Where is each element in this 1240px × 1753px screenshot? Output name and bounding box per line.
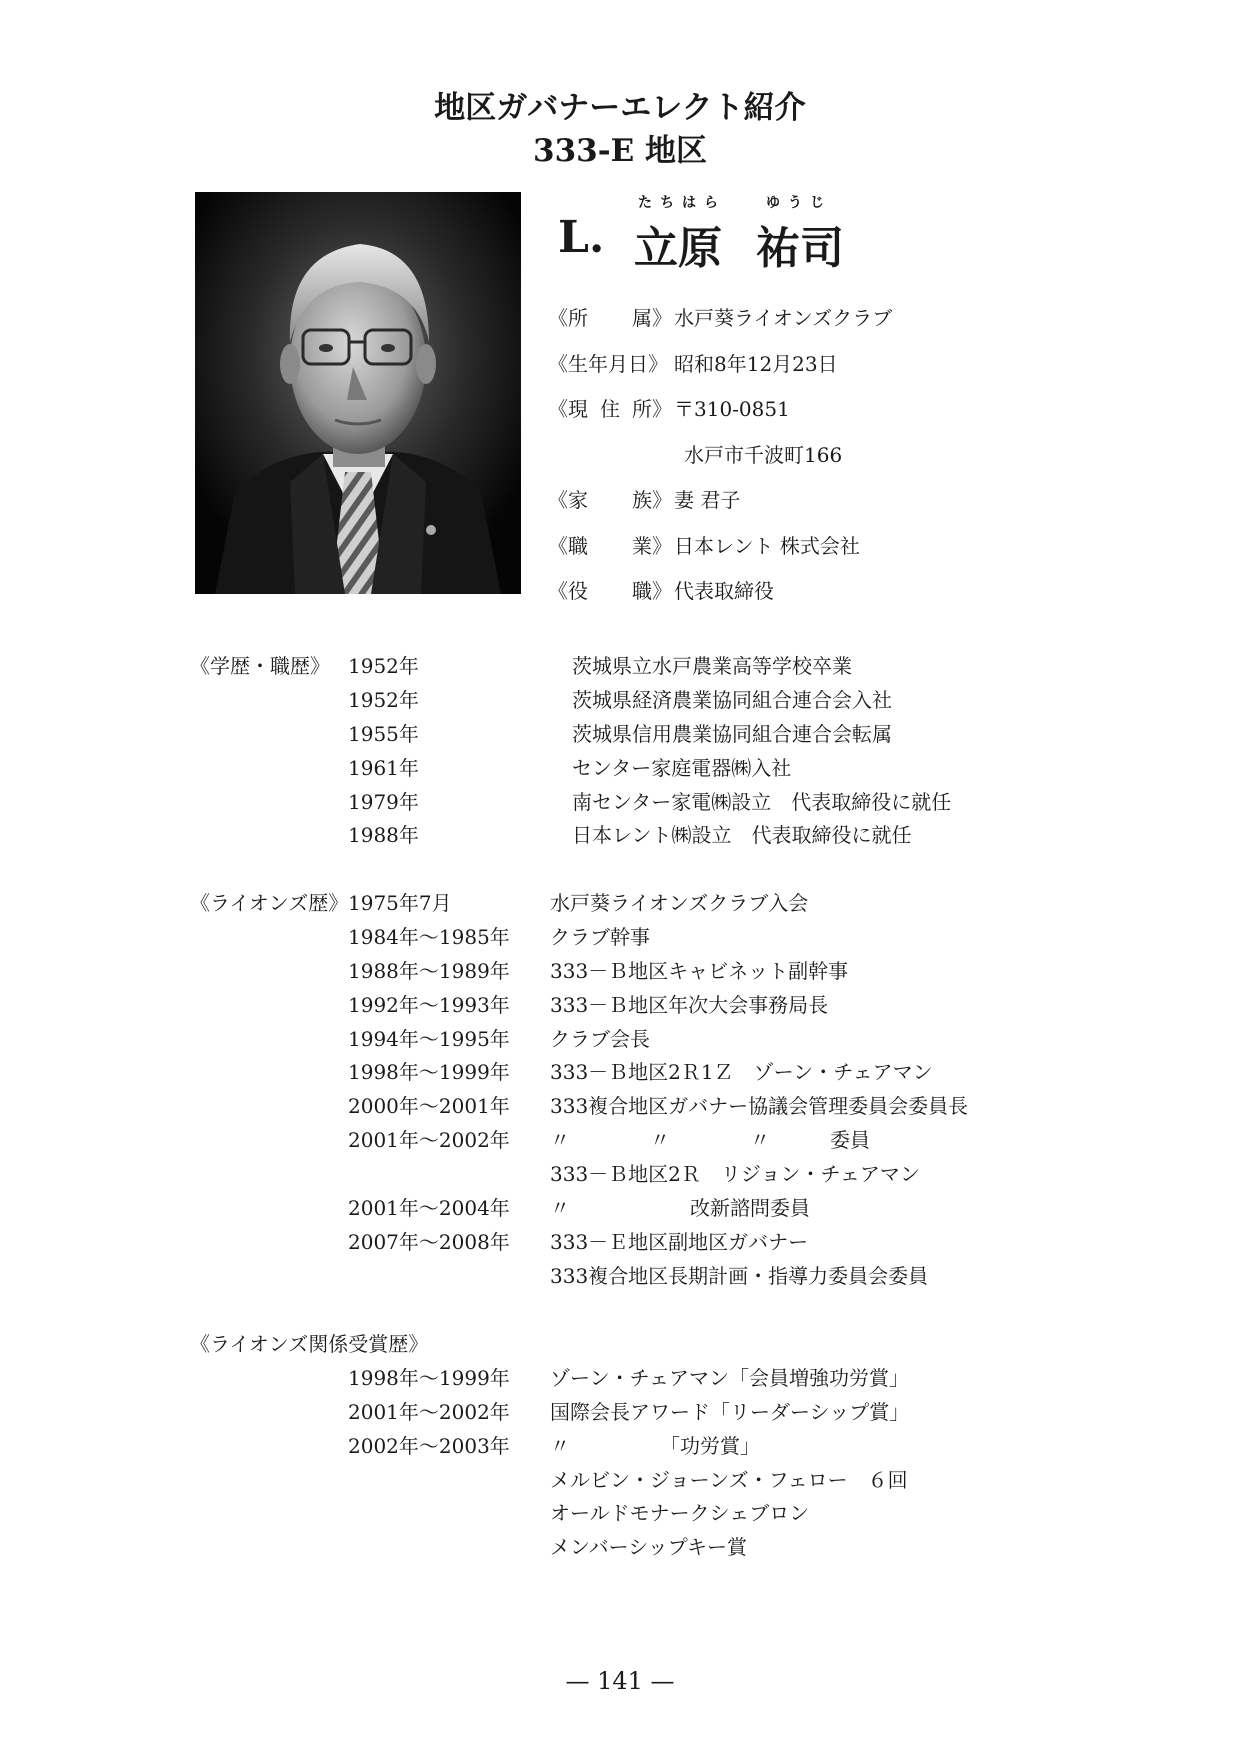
history-description: メルビン・ジョーンズ・フェロー ６回 [550,1467,908,1492]
profile-label-part: 《家 [548,488,588,512]
history-year: 1975年7月 [348,891,452,915]
profile-label [548,484,672,513]
history-description: 333－Ｂ地区2Ｒ1Ｚ ゾーン・チェアマン [550,1060,933,1085]
profile-row [548,393,892,439]
history-year: 2002年～2003年 [348,1433,510,1458]
history-description: 日本レント㈱設立 代表取締役に就任 [572,823,912,848]
history-description: 茨城県信用農業協同組合連合会転属 [572,721,892,746]
history-description: オールドモナークシェブロン [550,1501,810,1526]
profile-label-part: 《役 [548,579,588,603]
history-description: 〃 改新諮問委員 [550,1196,810,1221]
history-description: センター家庭電器㈱入社 [572,755,792,780]
history-year: 2001年～2002年 [348,1399,510,1424]
history-description: 〃 「功労賞」 [550,1433,760,1458]
profile-label [548,302,672,331]
profile-info [548,302,892,621]
profile-row [548,302,892,348]
profile-row [548,348,892,394]
history-year: 2001年～2002年 [348,1128,510,1153]
history-description: 茨城県経済農業協同組合連合会入社 [572,687,892,712]
name-prefix: L. [558,212,605,263]
history-year: 1955年 [348,721,419,746]
history-year: 2007年～2008年 [348,1229,510,1254]
history-description: 333－Ｅ地区副地区ガバナー [550,1229,809,1254]
history-description: クラブ幹事 [550,924,650,949]
history-year: 1988年 [348,823,419,848]
history-description: 333－Ｂ地区年次大会事務局長 [550,992,829,1017]
profile-label-part: 《所 [548,306,588,330]
portrait-photo [195,192,521,594]
history-year: 1988年～1989年 [348,958,510,983]
section-label: 《ライオンズ関係受賞歴》 [190,1332,429,1356]
profile-value: 代表取締役 [674,579,774,603]
profile-row [548,575,892,621]
history-year: 1992年～1993年 [348,992,510,1017]
history-description: 水戸葵ライオンズクラブ入会 [550,891,809,915]
history-description: 333－Ｂ地区2Ｒ リジョン・チェアマン [550,1162,920,1187]
page-title: 地区ガバナーエレクト紹介 [434,90,806,126]
profile-label-part: 《現 [548,397,588,421]
history-description: 茨城県立水戸農業高等学校卒業 [572,654,852,678]
history-description: クラブ会長 [550,1026,650,1051]
profile-label [548,348,672,377]
section-label: 《ライオンズ歴》 [190,891,349,915]
history-description: 国際会長アワード「リーダーシップ賞」 [550,1399,910,1424]
profile-value: 〒310-0851 [674,397,790,421]
profile-label [548,393,672,422]
history-description: 南センター家電㈱設立 代表取締役に就任 [572,789,952,814]
profile-label-part: 《生年月日》 [548,351,668,376]
history-year: 1998年～1999年 [348,1365,510,1390]
history-year: 1994年～1995年 [348,1026,510,1051]
history-description: 333複合地区ガバナー協議会管理委員会委員長 [550,1094,969,1119]
profile-value: 日本レント 株式会社 [674,533,860,558]
history-year: 1998年～1999年 [348,1060,510,1085]
history-description: 333複合地区長期計画・指導力委員会委員 [550,1263,929,1288]
profile-label-part: 族》 [632,488,672,512]
profile-value: 水戸市千波町166 [684,442,843,467]
profile-row [548,484,892,530]
profile-label-part: 住 [600,397,620,421]
given-name: 祐司 [756,223,844,274]
history-year: 1984年～1985年 [348,924,510,949]
given-name-ruby: ゆうじ [766,195,832,211]
profile-value: 昭和8年12月23日 [674,351,838,376]
family-name-ruby: たちはら [638,195,726,211]
history-year: 2000年～2001年 [348,1094,510,1119]
profile-label-part: 属》 [632,306,672,330]
profile-row [548,530,892,576]
profile-value: 妻 君子 [674,488,741,512]
profile-row [548,439,892,485]
profile-label-part: 所》 [632,397,672,421]
history-year: 1952年 [348,654,419,678]
profile-label-part: 職》 [632,579,672,603]
history-description: 333－Ｂ地区キャビネット副幹事 [550,958,849,983]
profile-label [548,530,672,559]
history-description: 〃 〃 〃 委員 [550,1128,870,1153]
profile-label-part: 業》 [632,533,672,558]
profile-value: 水戸葵ライオンズクラブ [674,306,893,330]
profile-label [548,575,672,604]
history-description: ゾーン・チェアマン「会員増強功労賞」 [550,1365,909,1390]
history-year: 1961年 [348,755,419,780]
profile-label-part: 《職 [548,533,588,558]
history-year: 2001年～2004年 [348,1196,510,1221]
district-title: 333-E 地区 [533,133,707,169]
section-label: 《学歴・職歴》 [190,654,330,678]
history-year: 1952年 [348,687,419,712]
family-name: 立原 [634,223,722,274]
history-description: メンバーシップキー賞 [550,1535,747,1560]
page-number: — 141 — [565,1667,675,1695]
history-year: 1979年 [348,789,419,814]
